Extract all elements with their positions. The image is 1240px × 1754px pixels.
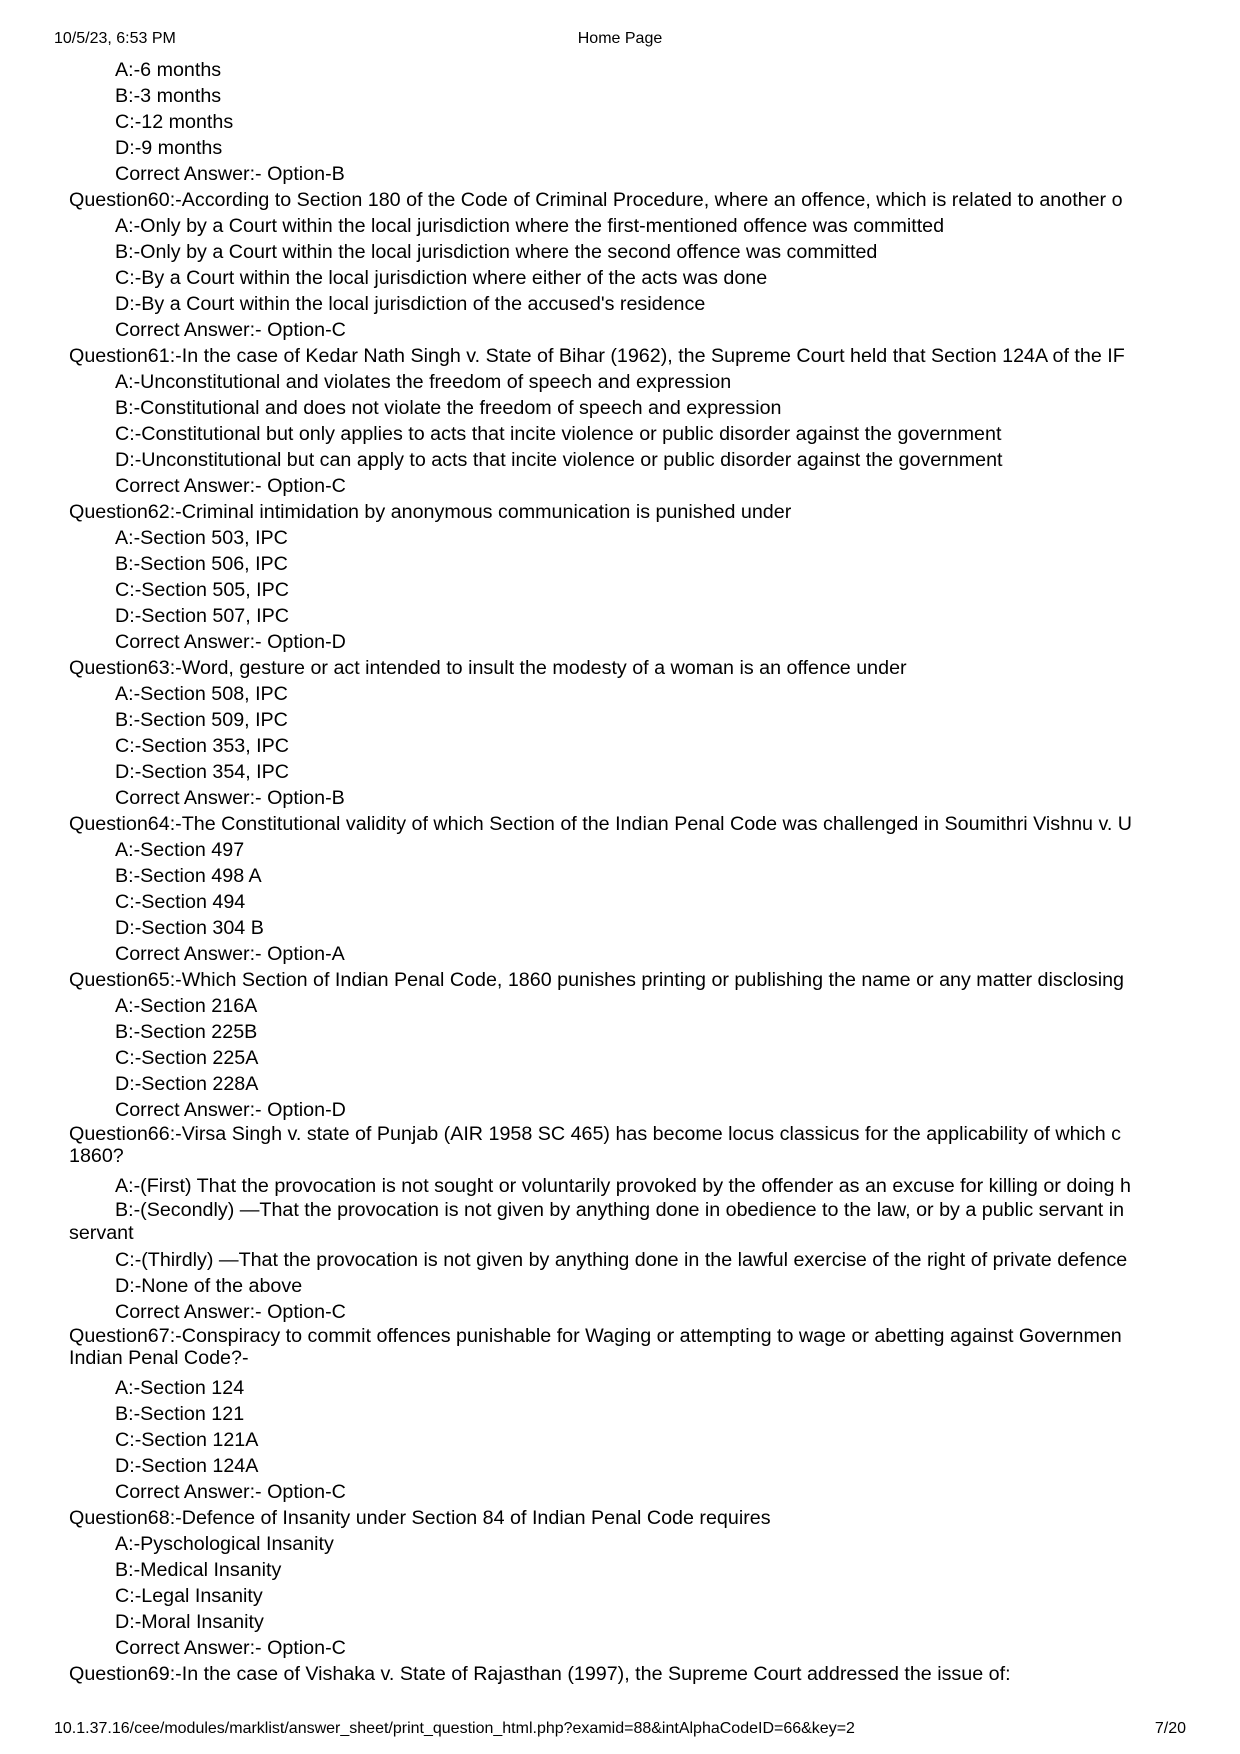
option-d: D:-None of the above — [115, 1275, 303, 1297]
option-d: D:-Section 124A — [115, 1455, 259, 1477]
question-text: Question66:-Virsa Singh v. state of Punjab (AIR 1958 SC 465) has become locus classicus for the applicability of which c — [69, 1123, 1122, 1145]
correct-answer: Correct Answer:- Option-C — [115, 1637, 346, 1659]
correct-answer: Correct Answer:- Option-D — [115, 631, 346, 653]
option-b: B:-Only by a Court within the local jurisdiction where the second offence was committed — [115, 241, 878, 263]
option-b: B:-3 months — [115, 85, 222, 107]
question-text-continued: 1860? — [69, 1145, 124, 1167]
correct-answer: Correct Answer:- Option-D — [115, 1099, 346, 1121]
print-datetime: 10/5/23, 6:53 PM — [54, 30, 176, 47]
print-footer — [54, 1720, 1186, 1742]
option-d: D:-Section 507, IPC — [115, 605, 289, 627]
correct-answer: Correct Answer:- Option-A — [115, 943, 345, 965]
option-a: A:-Section 503, IPC — [115, 527, 288, 549]
option-c: C:-Section 225A — [115, 1047, 259, 1069]
question-text: Question69:-In the case of Vishaka v. State of Rajasthan (1997), the Supreme Court addressed the issue of: — [69, 1663, 1011, 1685]
option-d: D:-Section 304 B — [115, 917, 264, 939]
question-text: Question67:-Conspiracy to commit offences punishable for Waging or attempting to wage or abetting against Governmen — [69, 1325, 1122, 1347]
option-b: B:-(Secondly) —That the provocation is not given by anything done in obedience to the law, or by a public servant in — [115, 1199, 1125, 1221]
correct-answer: Correct Answer:- Option-C — [115, 319, 346, 341]
option-c: C:-By a Court within the local jurisdiction where either of the acts was done — [115, 267, 768, 289]
option-d: D:-9 months — [115, 137, 223, 159]
option-a: A:-Section 497 — [115, 839, 245, 861]
correct-answer: Correct Answer:- Option-C — [115, 475, 346, 497]
option-a: A:-(First) That the provocation is not sought or voluntarily provoked by the offender as an excuse for killing or doing h — [115, 1175, 1131, 1197]
option-c: C:-Section 505, IPC — [115, 579, 289, 601]
option-d: D:-By a Court within the local jurisdiction of the accused's residence — [115, 293, 706, 315]
option-c: C:-Section 353, IPC — [115, 735, 289, 757]
option-c: C:-Legal Insanity — [115, 1585, 263, 1607]
option-a: A:-Only by a Court within the local jurisdiction where the first-mentioned offence was committed — [115, 215, 945, 237]
option-d: D:-Unconstitutional but can apply to acts that incite violence or public disorder against the government — [115, 449, 1003, 471]
option-d: D:-Section 354, IPC — [115, 761, 289, 783]
option-b: B:-Section 509, IPC — [115, 709, 288, 731]
correct-answer: Correct Answer:- Option-C — [115, 1481, 346, 1503]
page-url: 10.1.37.16/cee/modules/marklist/answer_sheet/print_question_html.php?examid=88&intAlphaCodeID=66&key=2 — [54, 1720, 855, 1737]
question-text: Question62:-Criminal intimidation by anonymous communication is punished under — [69, 501, 792, 523]
option-b: B:-Section 121 — [115, 1403, 245, 1425]
option-d: D:-Moral Insanity — [115, 1611, 264, 1633]
question-text: Question64:-The Constitutional validity of which Section of the Indian Penal Code was challenged in Soumithri Vishnu v. U — [69, 813, 1132, 835]
question-text: Question68:-Defence of Insanity under Section 84 of Indian Penal Code requires — [69, 1507, 771, 1529]
option-a: A:-Pyschological Insanity — [115, 1533, 334, 1555]
option-b: B:-Section 498 A — [115, 865, 262, 887]
question-text: Question61:-In the case of Kedar Nath Singh v. State of Bihar (1962), the Supreme Court held that Section 124A of the IF — [69, 345, 1125, 367]
option-b: B:-Medical Insanity — [115, 1559, 282, 1581]
option-b: B:-Section 225B — [115, 1021, 258, 1043]
option-b: B:-Section 506, IPC — [115, 553, 288, 575]
option-c: C:-Section 121A — [115, 1429, 259, 1451]
answer-sheet-content — [69, 57, 1189, 1697]
question-text-continued: Indian Penal Code?- — [69, 1347, 249, 1369]
option-b: B:-Constitutional and does not violate the freedom of speech and expression — [115, 397, 782, 419]
option-c: C:-Section 494 — [115, 891, 246, 913]
question-text: Question63:-Word, gesture or act intended to insult the modesty of a woman is an offence under — [69, 657, 907, 679]
correct-answer: Correct Answer:- Option-C — [115, 1301, 346, 1323]
question-text: Question60:-According to Section 180 of the Code of Criminal Procedure, where an offence, which is related to another o — [69, 189, 1123, 211]
option-c: C:-Constitutional but only applies to acts that incite violence or public disorder against the government — [115, 423, 1002, 445]
page-number: 7/20 — [1154, 1720, 1186, 1737]
correct-answer: Correct Answer:- Option-B — [115, 787, 345, 809]
option-a: A:-6 months — [115, 59, 222, 81]
option-c: C:-12 months — [115, 111, 234, 133]
print-header — [54, 30, 1186, 52]
option-a: A:-Section 508, IPC — [115, 683, 288, 705]
option-a: A:-Unconstitutional and violates the freedom of speech and expression — [115, 371, 732, 393]
option-b-continued: servant — [69, 1222, 134, 1244]
question-text: Question65:-Which Section of Indian Penal Code, 1860 punishes printing or publishing the name or any matter disclosing — [69, 969, 1125, 991]
correct-answer: Correct Answer:- Option-B — [115, 163, 345, 185]
option-a: A:-Section 216A — [115, 995, 258, 1017]
option-c: C:-(Thirdly) —That the provocation is not given by anything done in the lawful exercise of the right of private defence — [115, 1249, 1128, 1271]
option-a: A:-Section 124 — [115, 1377, 245, 1399]
page-title: Home Page — [577, 30, 663, 47]
option-d: D:-Section 228A — [115, 1073, 259, 1095]
